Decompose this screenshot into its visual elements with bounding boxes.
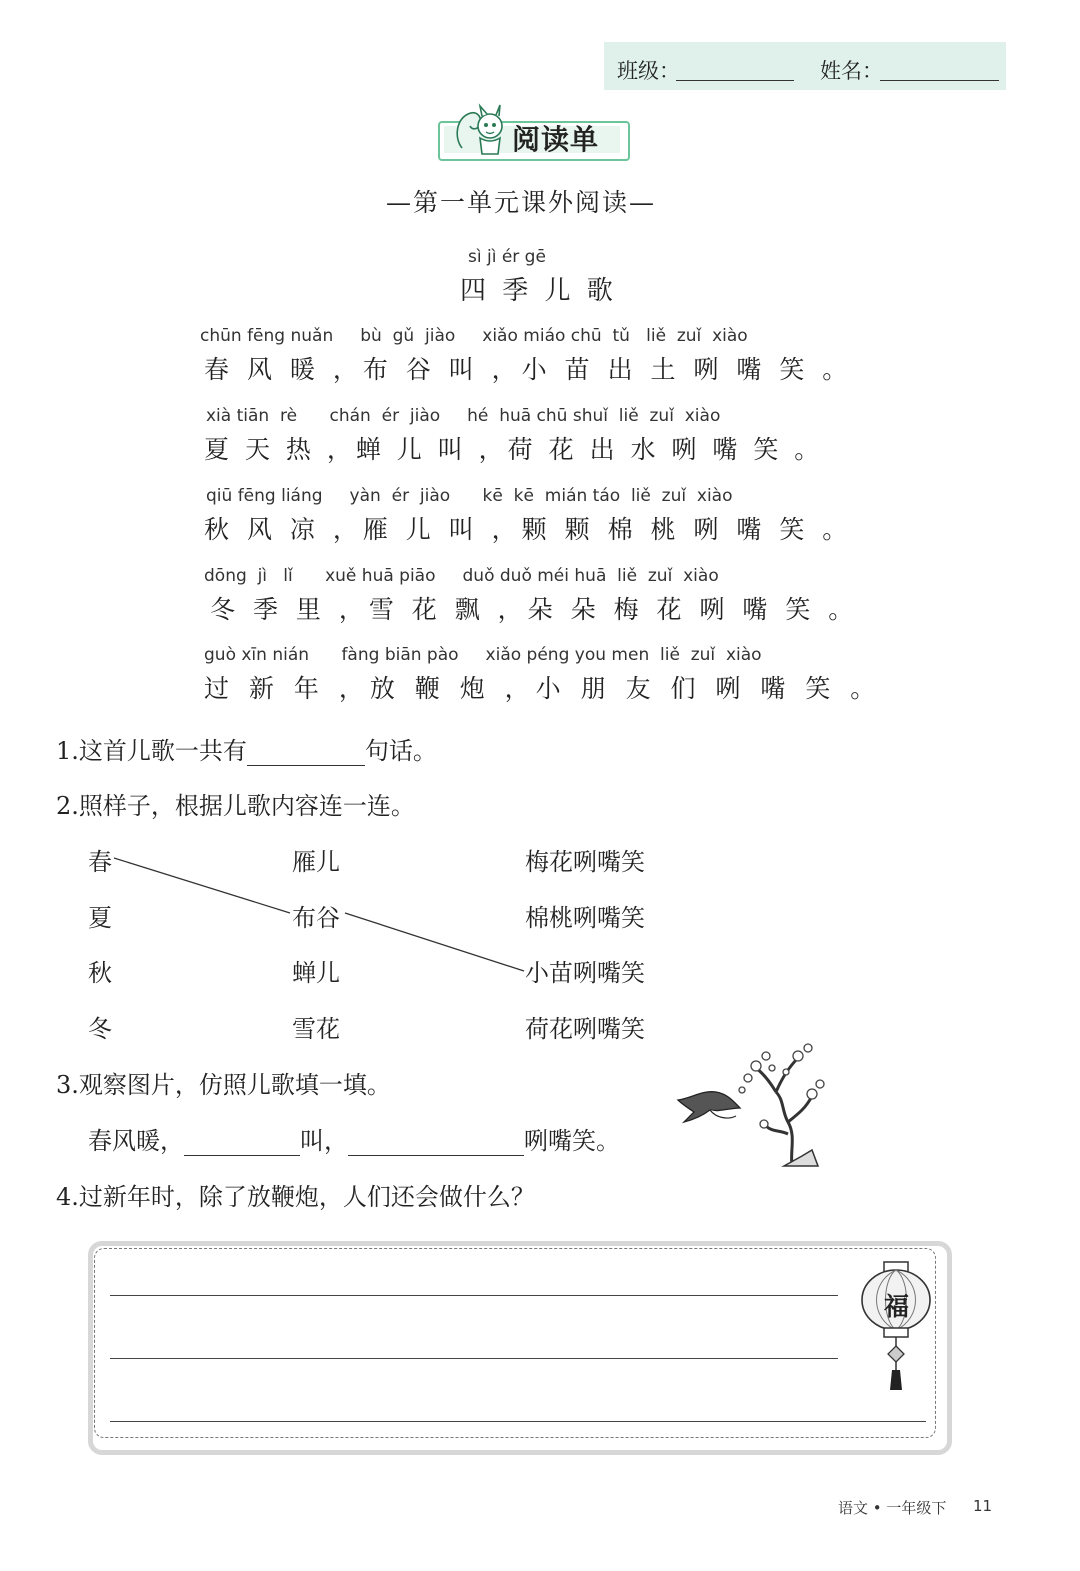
example-line-bugu-sprout [345, 913, 524, 971]
match-animal[interactable]: 雪花 [292, 1015, 340, 1043]
answer-blank[interactable] [348, 1133, 524, 1156]
match-animal[interactable]: 蝉儿 [292, 959, 340, 987]
poem-line-pinyin: guò xīn nián fàng biān pào xiǎo péng you men liě zuǐ xiào [204, 645, 762, 665]
lantern-fu-character: 福 [884, 1292, 910, 1321]
squirrel-icon [452, 100, 514, 160]
page-number: 11 [973, 1497, 993, 1515]
question-3: 3.观察图片，仿照儿歌填一填。 [56, 1071, 391, 1099]
poem-line-pinyin: qiū fēng liáng yàn ér jiào kē kē mián táo liě zuǐ xiào [206, 486, 733, 506]
match-scene[interactable]: 小苗咧嘴笑 [525, 959, 645, 987]
badge-title: 阅读单 [512, 123, 600, 156]
writing-line[interactable] [110, 1358, 838, 1359]
poem-title-pinyin: sì jì ér gē [468, 247, 546, 267]
match-season[interactable]: 冬 [88, 1015, 112, 1043]
question-3-fill: 春风暖， 叫， 咧嘴笑。 [88, 1127, 620, 1155]
class-field[interactable] [676, 80, 794, 81]
answer-area[interactable] [94, 1248, 936, 1438]
poem-line: 春 风 暖 ，布 谷 叫 ，小 苗 出 土 咧 嘴 笑 。 [204, 355, 853, 384]
match-scene[interactable]: 荷花咧嘴笑 [525, 1015, 645, 1043]
match-animal[interactable]: 布谷 [292, 904, 340, 932]
lantern-icon [856, 1258, 936, 1394]
match-season[interactable]: 夏 [88, 904, 112, 932]
match-scene[interactable]: 梅花咧嘴笑 [525, 848, 645, 876]
example-line-spring-bugu [114, 858, 290, 913]
name-field[interactable] [880, 80, 999, 81]
poem-title: 四 季 儿 歌 [460, 276, 617, 306]
poem-line-pinyin: xià tiān rè chán ér jiào hé huā chū shuǐ liě zuǐ xiào [206, 406, 721, 426]
question-1: 1.这首儿歌一共有 句话。 [56, 737, 437, 765]
answer-blank[interactable] [247, 743, 365, 766]
unit-subtitle: —第一单元课外阅读— [386, 188, 657, 217]
swallow-plum-icon [672, 1038, 842, 1170]
poem-line: 夏 天 热 ，蝉 儿 叫 ，荷 花 出 水 咧 嘴 笑 。 [204, 435, 824, 464]
class-label: 班级： [617, 59, 680, 83]
match-season[interactable]: 春 [88, 848, 112, 876]
poem-line-pinyin: chūn fēng nuǎn bù gǔ jiào xiǎo miáo chū tǔ liě zuǐ xiào [200, 326, 748, 346]
match-animal[interactable]: 雁儿 [292, 848, 340, 876]
question-2: 2.照样子，根据儿歌内容连一连。 [56, 792, 415, 820]
poem-line-pinyin: dōng jì lǐ xuě huā piāo duǒ duǒ méi huā liě zuǐ xiào [204, 566, 719, 586]
poem-line: 冬 季 里 ，雪 花 飘 ，朵 朵 梅 花 咧 嘴 笑 。 [210, 595, 859, 624]
writing-line[interactable] [110, 1421, 926, 1422]
question-4: 4.过新年时，除了放鞭炮，人们还会做什么？ [56, 1183, 535, 1211]
poem-line: 秋 风 凉 ，雁 儿 叫 ，颗 颗 棉 桃 咧 嘴 笑 。 [204, 515, 853, 544]
match-scene[interactable]: 棉桃咧嘴笑 [525, 904, 645, 932]
writing-line[interactable] [110, 1295, 838, 1296]
poem-line: 过 新 年 ，放 鞭 炮 ，小 朋 友 们 咧 嘴 笑 。 [204, 674, 882, 703]
answer-blank[interactable] [184, 1133, 300, 1156]
match-season[interactable]: 秋 [88, 959, 112, 987]
name-label: 姓名： [820, 59, 883, 83]
footer-subject: 语文 • 一年级下 [838, 1499, 947, 1517]
